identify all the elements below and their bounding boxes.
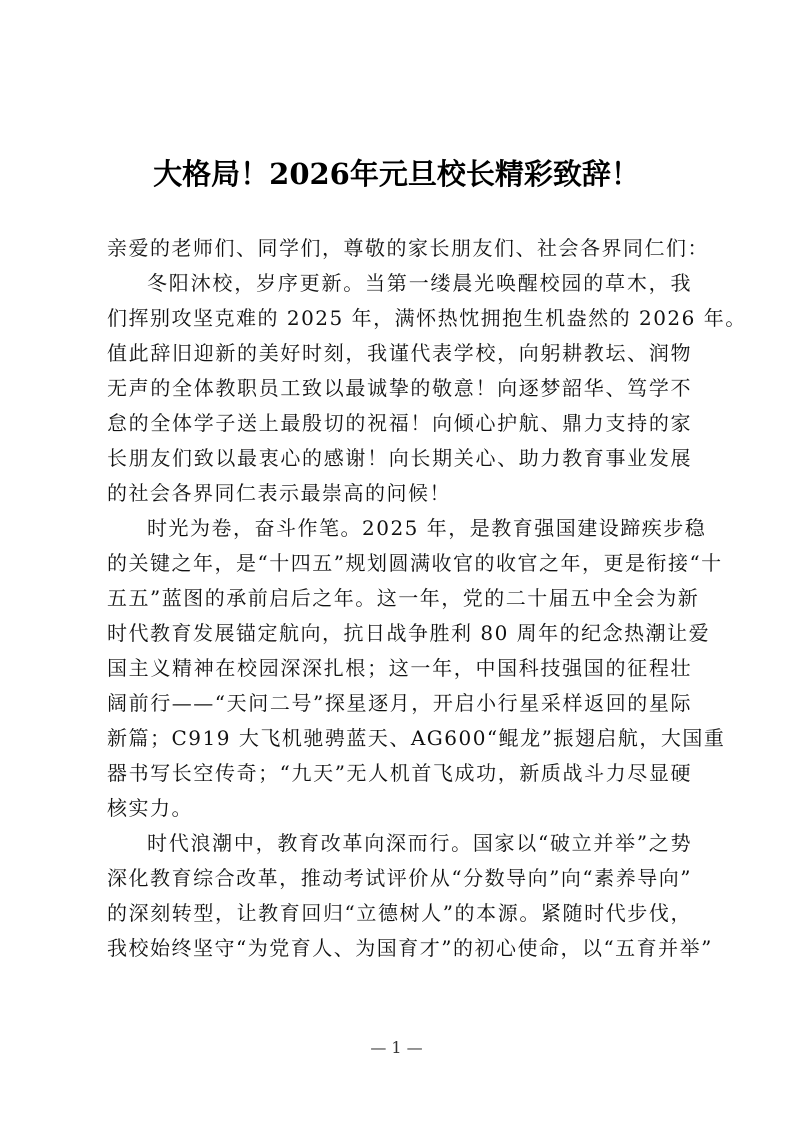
text-line: 深化教育综合改革，推动考试评价从“分数导向”向“素养导向” [107, 866, 692, 890]
document-body [107, 231, 747, 966]
page-number: — 1 — [370, 1038, 423, 1057]
text-line: 长朋友们致以最衷心的感谢！向长期关心、助力教育事业发展 [107, 446, 692, 470]
text-line: 时代浪潮中，教育改革向深而行。国家以“破立并举”之势 [147, 831, 692, 855]
text-line: 时代教育发展锚定航向，抗日战争胜利 80 周年的纪念热潮让爱 [107, 621, 711, 645]
text-line: 的关键之年，是“十四五”规划圆满收官的收官之年，更是衔接“十 [107, 551, 723, 575]
text-line: 怠的全体学子送上最殷切的祝福！向倾心护航、鼎力支持的家 [107, 411, 692, 435]
text-line: 无声的全体教职员工致以最诚挚的敬意！向逐梦韶华、笃学不 [107, 376, 692, 400]
text-line: 时光为卷，奋斗作笔。2025 年，是教育强国建设蹄疾步稳 [147, 516, 707, 540]
text-line: 值此辞旧迎新的美好时刻，我谨代表学校，向躬耕教坛、润物 [107, 341, 692, 365]
document-title: 大格局！2026年元旦校长精彩致辞！ [153, 157, 640, 191]
text-line: 新篇；C919 大飞机驰骋蓝天、AG600“鲲龙”振翅启航，大国重 [107, 726, 726, 750]
text-line: 核实力。 [107, 796, 193, 820]
text-line: 五五”蓝图的承前启后之年。这一年，党的二十届五中全会为新 [107, 586, 700, 610]
text-line: 亲爱的老师们、同学们，尊敬的家长朋友们、社会各界同仁们： [107, 236, 709, 260]
text-line: 的深刻转型，让教育回归“立德树人”的本源。紧随时代步伐， [107, 901, 692, 925]
text-line: 阔前行——“天问二号”探星逐月，开启小行星采样返回的星际 [107, 691, 692, 715]
text-line: 的社会各界同仁表示最崇高的问候！ [107, 481, 451, 505]
text-line: 器书写长空传奇；“九天”无人机首飞成功，新质战斗力尽显硬 [107, 761, 692, 785]
text-line: 国主义精神在校园深深扎根；这一年，中国科技强国的征程壮 [107, 656, 692, 680]
text-line: 们挥别攻坚克难的 2025 年，满怀热忱拥抱生机盎然的 2026 年。 [107, 306, 747, 330]
text-line: 冬阳沐校，岁序更新。当第一缕晨光唤醒校园的草木，我 [147, 271, 692, 295]
text-line: 我校始终坚守“为党育人、为国育才”的初心使命，以“五育并举” [107, 936, 713, 960]
